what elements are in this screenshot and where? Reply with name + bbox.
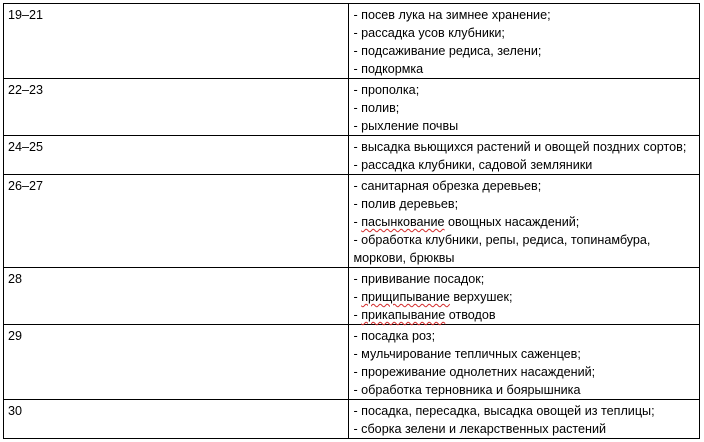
- date-cell: 19–21: [4, 4, 349, 79]
- task-prefix: -: [353, 308, 362, 322]
- spellcheck-flagged-word: прищипывание: [361, 290, 450, 304]
- date-cell: 26–27: [4, 175, 349, 268]
- table-row: [4, 325, 700, 400]
- task-suffix: отводов: [445, 308, 496, 322]
- task-prefix: -: [353, 290, 362, 304]
- task-item: - санитарная обрезка деревьев;: [353, 179, 542, 193]
- task-prefix: -: [353, 215, 362, 229]
- task-item: - подсаживание редиса, зелени;: [353, 44, 542, 58]
- date-cell: 30: [4, 400, 349, 439]
- task-item: - посадка, пересадка, высадка овощей из теплицы;: [353, 404, 655, 418]
- task-item: [353, 288, 699, 306]
- task-item: - прополка;: [353, 83, 420, 97]
- task-item: - рассадка клубники, садовой земляники: [353, 158, 593, 172]
- task-item: - подкормка: [353, 62, 424, 76]
- task-item: - обработка клубники, репы, редиса, топинамбура, моркови, брюквы: [353, 233, 651, 265]
- planting-calendar-table: [3, 3, 700, 439]
- spellcheck-flagged-word: пасынкование: [361, 215, 445, 229]
- task-item: [353, 306, 699, 324]
- tasks-cell: [349, 268, 700, 325]
- task-item: - посадка роз;: [353, 329, 436, 343]
- tasks-cell: [349, 175, 700, 268]
- task-suffix: верхушек;: [449, 290, 513, 304]
- table-row: [4, 400, 700, 439]
- task-item: - высадка вьющихся растений и овощей поздних сортов;: [353, 140, 687, 154]
- task-item: [353, 213, 699, 231]
- date-cell: 22–23: [4, 79, 349, 136]
- table-body: [4, 4, 700, 439]
- table-row: [4, 136, 700, 175]
- table-row: [4, 268, 700, 325]
- task-suffix: овощных насаждений;: [444, 215, 580, 229]
- date-cell: 28: [4, 268, 349, 325]
- task-item: - рассадка усов клубники;: [353, 26, 505, 40]
- task-item: - обработка терновника и боярышника: [353, 383, 581, 397]
- table-row: [4, 79, 700, 136]
- task-item: - полив;: [353, 101, 400, 115]
- task-item: - прививание посадок;: [353, 272, 485, 286]
- tasks-cell: [349, 400, 700, 439]
- task-item: - рыхление почвы: [353, 119, 459, 133]
- tasks-cell: [349, 136, 700, 175]
- task-item: - мульчирование тепличных саженцев;: [353, 347, 581, 361]
- task-item: - прореживание однолетних насаждений;: [353, 365, 596, 379]
- date-cell: 24–25: [4, 136, 349, 175]
- task-item: - полив деревьев;: [353, 197, 459, 211]
- table-row: [4, 4, 700, 79]
- table-row: [4, 175, 700, 268]
- date-cell: 29: [4, 325, 349, 400]
- task-item: - посев лука на зимнее хранение;: [353, 8, 551, 22]
- spellcheck-flagged-word: прикапывание: [361, 308, 446, 322]
- task-item: - сборка зелени и лекарственных растений: [353, 422, 607, 436]
- tasks-cell: [349, 325, 700, 400]
- tasks-cell: [349, 79, 700, 136]
- tasks-cell: [349, 4, 700, 79]
